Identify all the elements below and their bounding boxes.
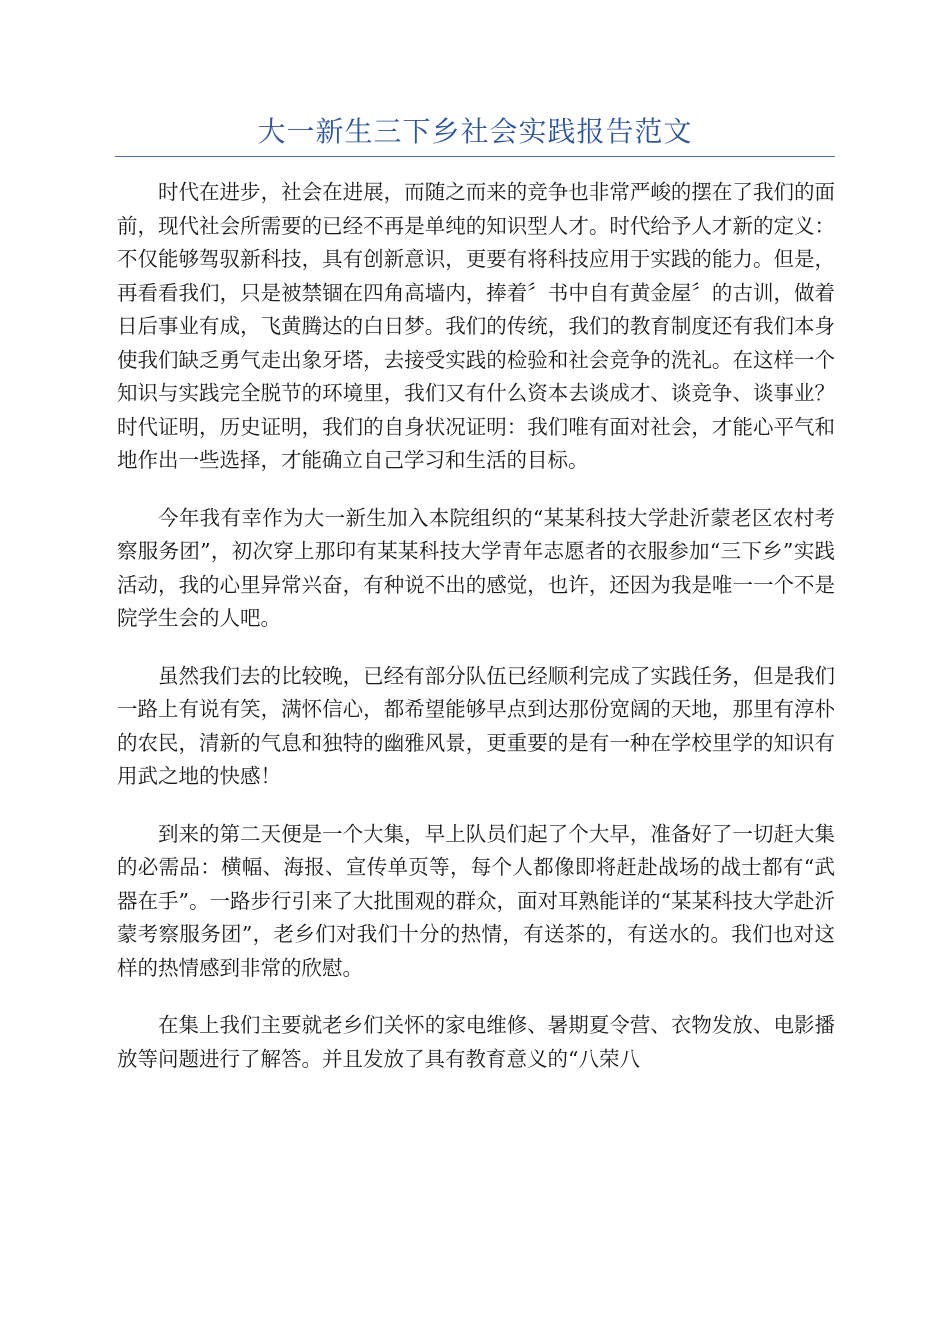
paragraph-1: 时代在进步，社会在进展，而随之而来的竞争也非常严峻的摆在了我们的面前，现代社会所需要的已经不再是单纯的知识型人才。时代给予人才新的定义：不仅能够驾驭新科技，具有创新意识，更要有将科技应用于实践的能力。但是，再看看我们，只是被禁锢在四角高墙内，捧着〞书中自有黄金屋〞的古训，做着日后事业有成，飞黄腾达的白日梦。我们的传统，我们的教育制度还有我们本身使我们缺乏勇气走出象牙塔，去接受实践的检验和社会竞争的洗礼。在这样一个知识与实践完全脱节的环境里，我们又有什么资本去谈成才、谈竞争、谈事业？时代证明，历史证明，我们的自身状况证明：我们唯有面对社会，才能心平气和地作出一些选择，才能确立自己学习和生活的目标。 [117, 180, 835, 472]
paragraph-5: 在集上我们主要就老乡们关怀的家电维修、暑期夏令营、衣物发放、电影播放等问题进行了解答。并且发放了具有教育意义的“八荣八 [117, 1013, 835, 1071]
paragraph-3: 虽然我们去的比较晚，已经有部分队伍已经顺利完成了实践任务，但是我们一路上有说有笑，满怀信心，都希望能够早点到达那份宽阔的天地，那里有淳朴的农民，清新的气息和独特的幽雅风景，更重要的是有一种在学校里学的知识有用武之地的快感！ [117, 663, 835, 788]
document-title: 大一新生三下乡社会实践报告范文 [257, 115, 693, 148]
document-body [117, 176, 835, 1076]
paragraph-2: 今年我有幸作为大一新生加入本院组织的“某某科技大学赴沂蒙老区农村考察服务团”，初次穿上那印有某某科技大学青年志愿者的衣服参加“三下乡”实践活动，我的心里异常兴奋，有种说不出的感觉，也许，还因为我是唯一一个不是院学生会的人吧。 [117, 505, 835, 630]
paragraph-4: 到来的第二天便是一个大集，早上队员们起了个大早，准备好了一切赶大集的必需品：横幅、海报、宣传单页等，每个人都像即将赶赴战场的战士都有“武器在手”。一路步行引来了大批围观的群众，面对耳熟能详的“某某科技大学赴沂蒙考察服务团”，老乡们对我们十分的热情，有送茶的，有送水的。我们也对这样的热情感到非常的欣慰。 [117, 821, 835, 980]
title-block [115, 112, 835, 157]
